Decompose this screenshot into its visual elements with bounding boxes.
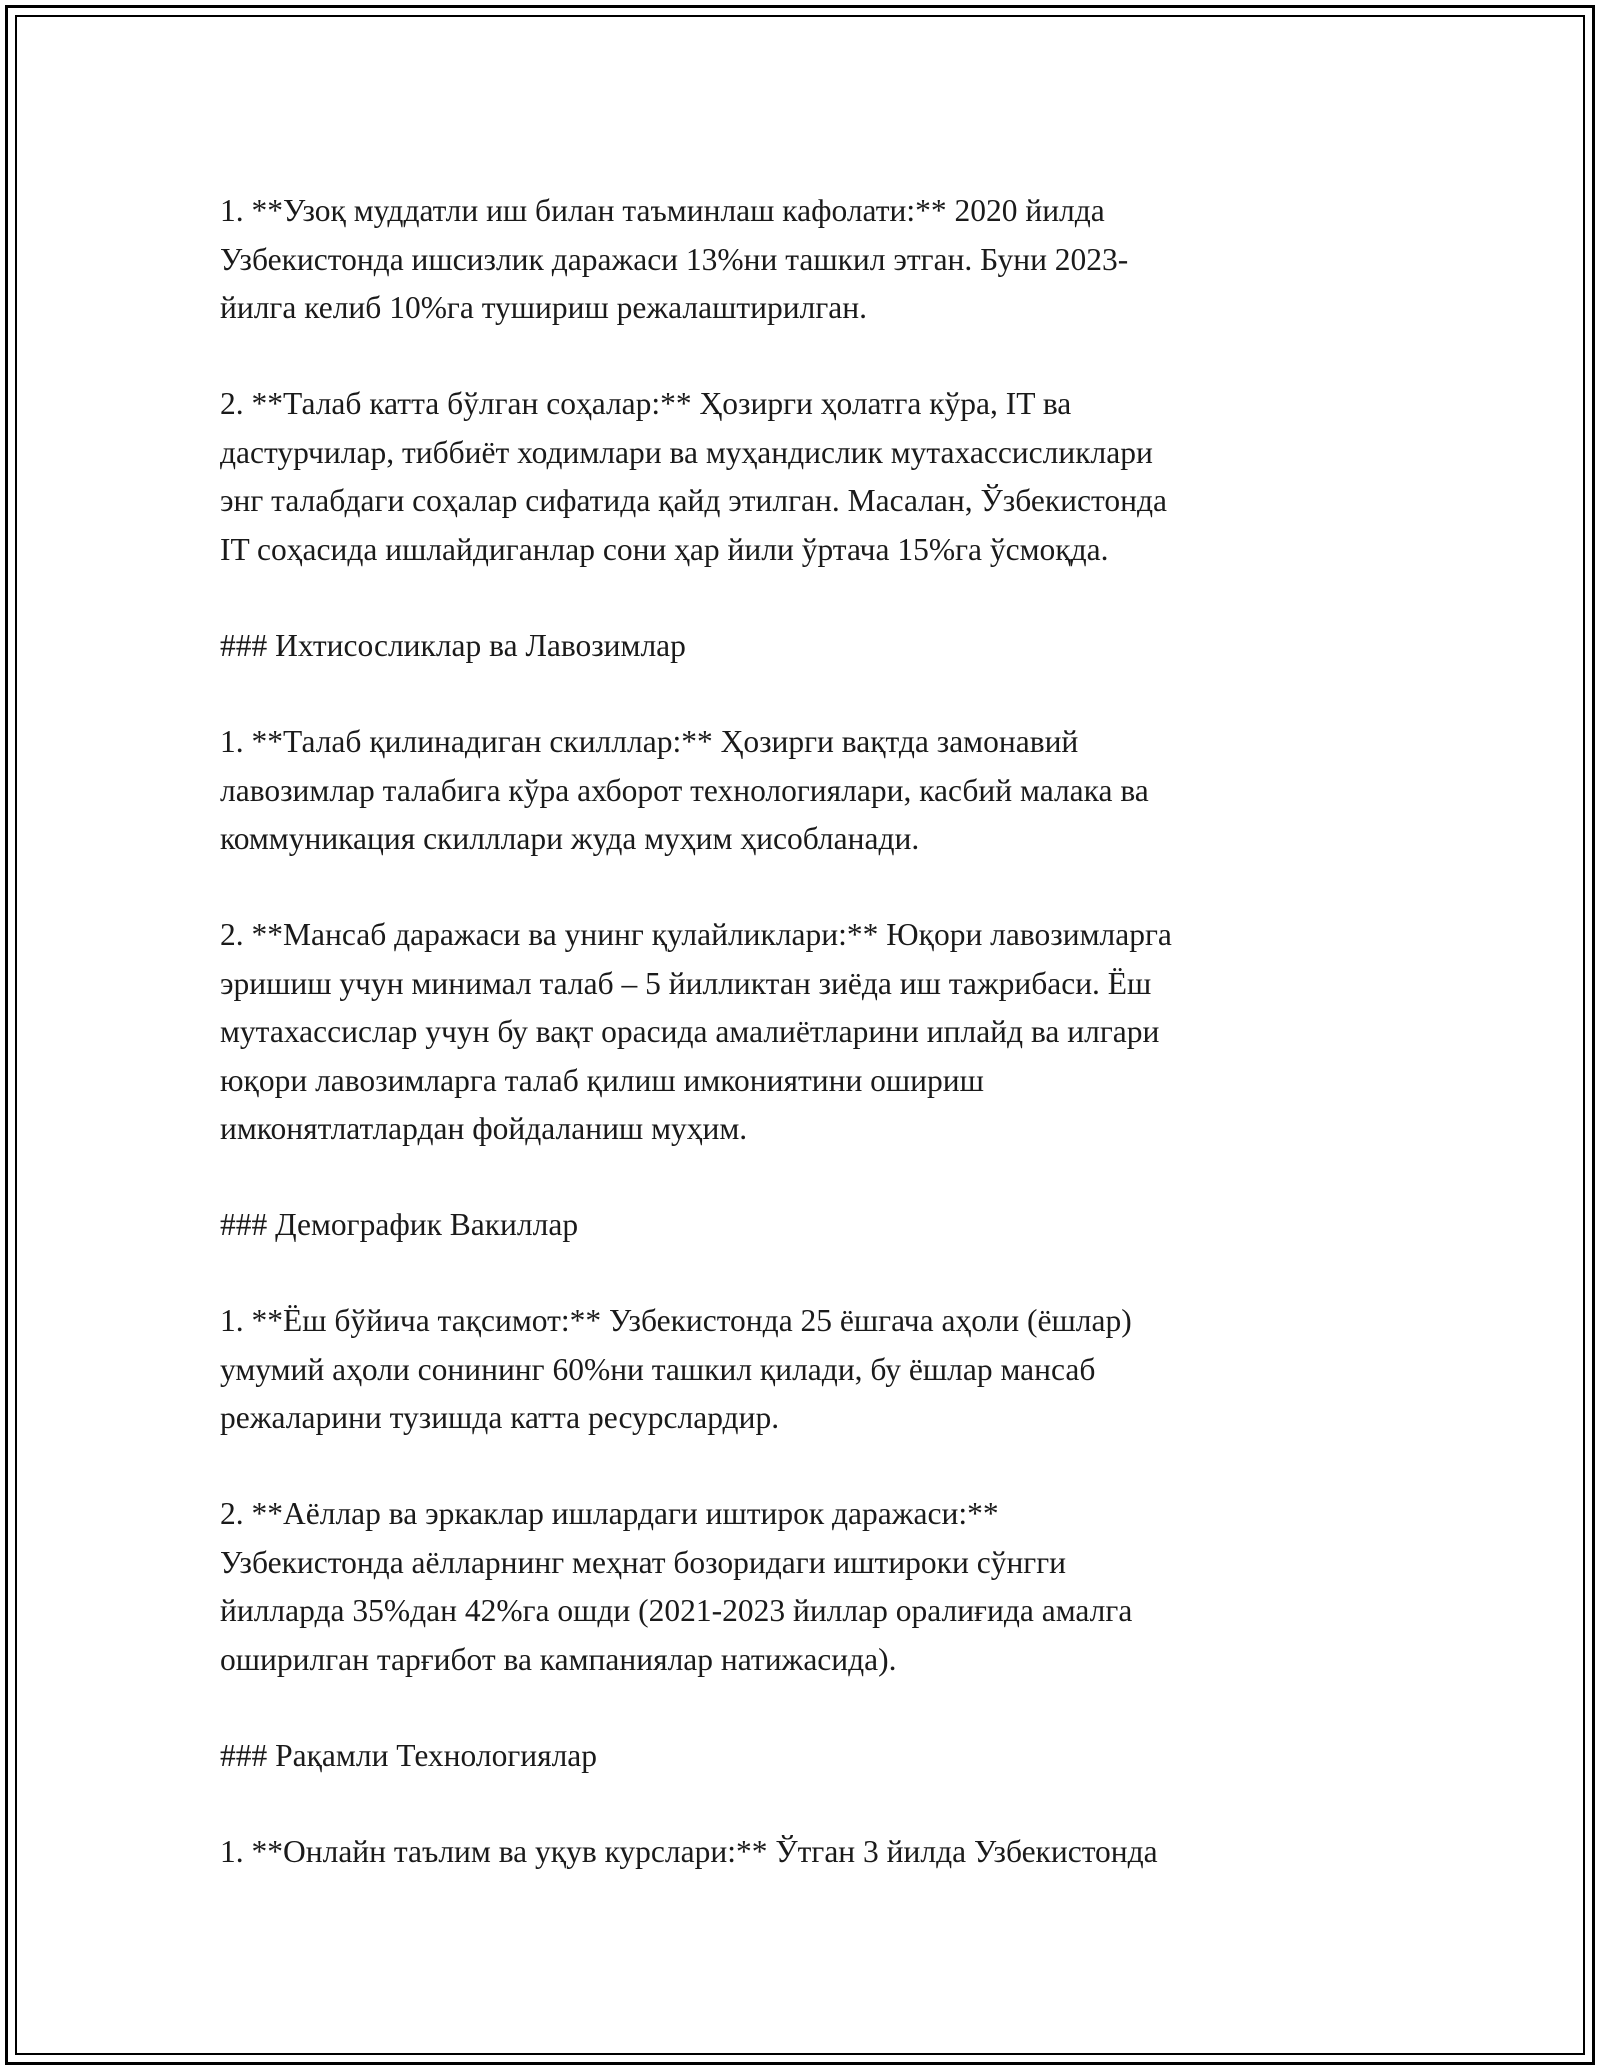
heading-demographic: ### Демографик Вакиллар: [220, 1207, 579, 1242]
paragraph-employment-guarantee: 1. **Узоқ муддатли иш билан таъминлаш кафолати:** 2020 йилда Узбекистонда ишсизлик даражаси 13%ни ташкил этган. Буни 2023- йилга келиб 10%га тушириш режалаштирилган.: [220, 193, 1129, 325]
paragraph-required-skills: 1. **Талаб қилинадиган скилллар:** Ҳозирги вақтда замонавий лавозимлар талабига кўра ахборот технологиялари, касбий малака ва коммуникация скилллари жуда муҳим ҳисобланади.: [220, 724, 1149, 856]
paragraph-age-distribution: 1. **Ёш бўйича тақсимот:** Узбекистонда 25 ёшгача аҳоли (ёшлар) умумий аҳоли сонининг 60%ни ташкил қилади, бу ёшлар мансаб режаларини тузишда катта ресурслардир.: [220, 1303, 1132, 1435]
paragraph-demanded-fields: 2. **Талаб катта бўлган соҳалар:** Ҳозирги ҳолатга кўра, IT ва дастурчилар, тиббиёт ходимлари ва муҳандислик мутахассисликлари энг талабдаги соҳалар сифатида қайд этилган. Масалан, Ўзбекистонда IT соҳасида ишлайдиганлар сони ҳар йили ўртача 15%га ўсмоқда.: [220, 386, 1167, 567]
heading-specialties-positions: ### Ихтисосликлар ва Лавозимлар: [220, 628, 686, 663]
paragraph-online-education: 1. **Онлайн таълим ва уқув курслари:** Ўтган 3 йилда Узбекистонда: [220, 1834, 1158, 1869]
paragraph-gender-participation: 2. **Аёллар ва эркаклар ишлардаги иштирок даражаси:** Узбекистонда аёлларнинг меҳнат бозоридаги иштироки сўнгги йилларда 35%дан 42%га ошди (2021-2023 йиллар оралиғида амалга оширилган тарғибот ва кампаниялар натижасида).: [220, 1496, 1133, 1677]
heading-digital-technologies: ### Рақамли Технологиялар: [220, 1738, 598, 1773]
paragraph-career-level: 2. **Мансаб даражаси ва унинг қулайликлари:** Юқори лавозимларга эришиш учун минимал талаб – 5 йилликтан зиёда иш тажрибаси. Ёш мутахассислар учун бу вақт орасида амалиётларини иплайд ва илгари юқори лавозимларга талаб қилиш имкониятини ошириш имконятлатлардан фойдаланиш муҳим.: [220, 917, 1172, 1146]
